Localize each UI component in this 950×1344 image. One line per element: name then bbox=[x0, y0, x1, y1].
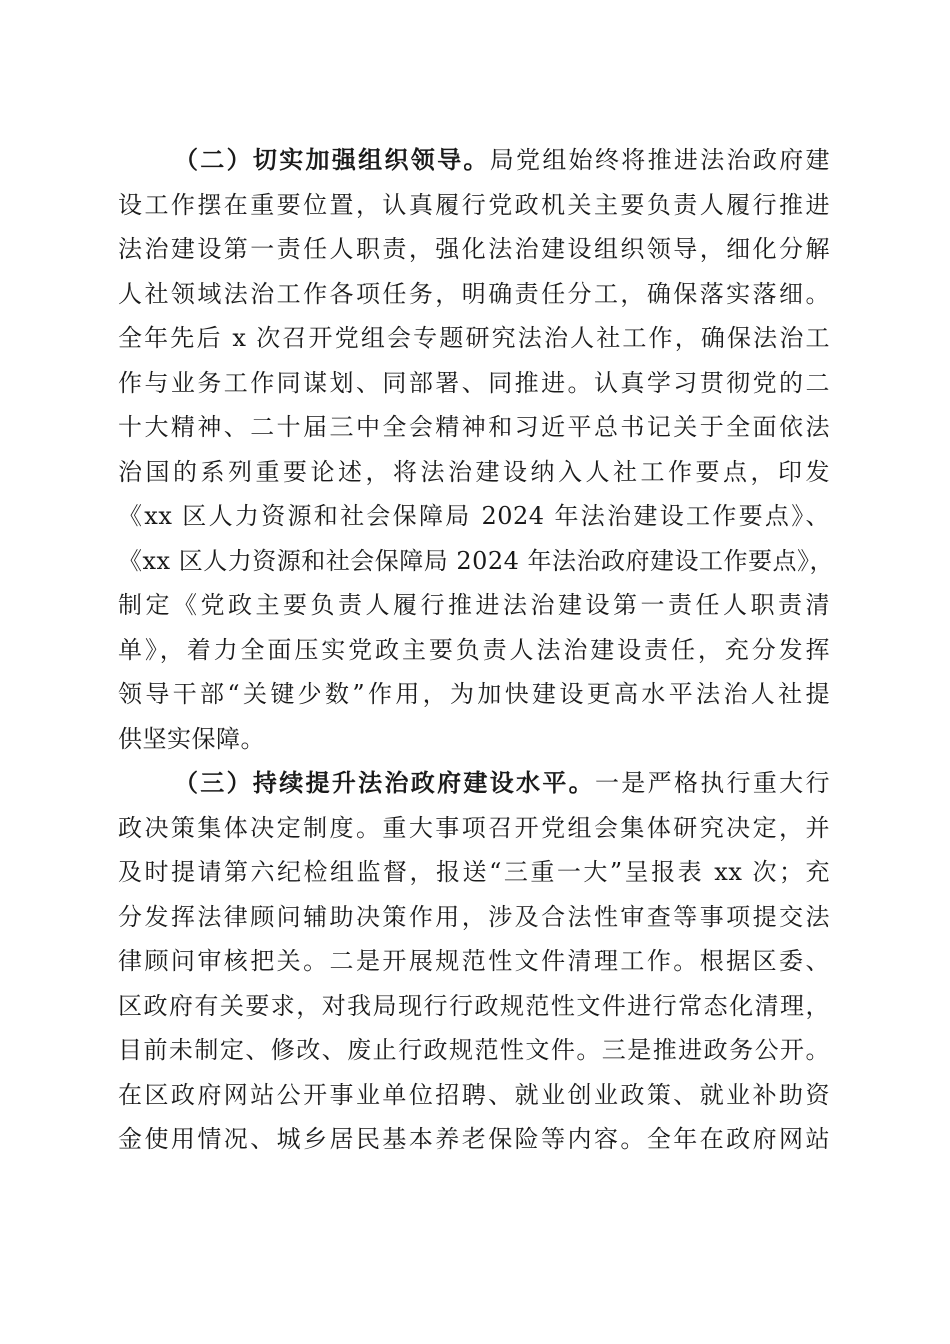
paragraph-line: 人社领域法治工作各项任务，明确责任分工，确保落实落细。 bbox=[118, 279, 830, 308]
paragraph-line bbox=[118, 138, 830, 183]
paragraph-line: 律顾问审核把关。二是开展规范性文件清理工作。根据区委、 bbox=[118, 947, 830, 975]
paragraph-line: 政决策集体决定制度。重大事项召开党组会集体研究决定，并 bbox=[118, 813, 830, 842]
paragraph-line: 金使用情况、城乡居民基本养老保险等内容。全年在政府网站 bbox=[118, 1125, 830, 1153]
paragraph-line: 制定《党政主要负责人履行推进法治建设第一责任人职责清 bbox=[118, 591, 830, 619]
paragraph-line: 及时提请第六纪检组监督，报送“三重一大”呈报表 xx 次；充 bbox=[118, 858, 830, 886]
paragraph-line: 法治建设第一责任人职责，强化法治建设组织领导，细化分解 bbox=[118, 235, 830, 263]
paragraph-line: 设工作摆在重要位置，认真履行党政机关主要负责人履行推进 bbox=[118, 190, 830, 219]
section-heading: （二）切实加强组织领导。 bbox=[174, 145, 490, 174]
paragraph-line: 十大精神、二十届三中全会精神和习近平总书记关于全面依法 bbox=[118, 413, 830, 441]
section-heading: （三）持续提升法治政府建设水平。 bbox=[174, 768, 595, 797]
paragraph-line: 全年先后 x 次召开党组会专题研究法治人社工作，确保法治工 bbox=[118, 324, 830, 352]
paragraph-line: 《xx 区人力资源和社会保障局 2024 年法治政府建设工作要点》， bbox=[118, 546, 835, 575]
paragraph-line: 作与业务工作同谋划、同部署、同推进。认真学习贯彻党的二 bbox=[118, 368, 830, 397]
paragraph-line: 在区政府网站公开事业单位招聘、就业创业政策、就业补助资 bbox=[118, 1080, 830, 1109]
paragraph-line: 单》，着力全面压实党政主要负责人法治建设责任，充分发挥 bbox=[118, 635, 830, 664]
paragraph-line: 领导干部“关键少数”作用，为加快建设更高水平法治人社提 bbox=[118, 680, 830, 708]
paragraph-line: 《xx 区人力资源和社会保障局 2024 年法治建设工作要点》、 bbox=[118, 502, 830, 530]
document-body bbox=[118, 138, 835, 1162]
paragraph-text: 局党组始终将推进法治政府建 bbox=[489, 146, 830, 174]
paragraph-line: 治国的系列重要论述，将法治建设纳入人社工作要点，印发 bbox=[118, 457, 830, 486]
paragraph-line bbox=[118, 761, 830, 806]
paragraph-line: 分发挥法律顾问辅助决策作用，涉及合法性审查等事项提交法 bbox=[118, 902, 830, 931]
paragraph-line: 区政府有关要求，对我局现行行政规范性文件进行常态化清理， bbox=[118, 991, 830, 1020]
paragraph-line: 目前未制定、修改、废止行政规范性文件。三是推进政务公开。 bbox=[118, 1036, 830, 1064]
paragraph-line: 供坚实保障。 bbox=[118, 724, 265, 753]
paragraph-text: 一是严格执行重大行 bbox=[595, 769, 830, 797]
